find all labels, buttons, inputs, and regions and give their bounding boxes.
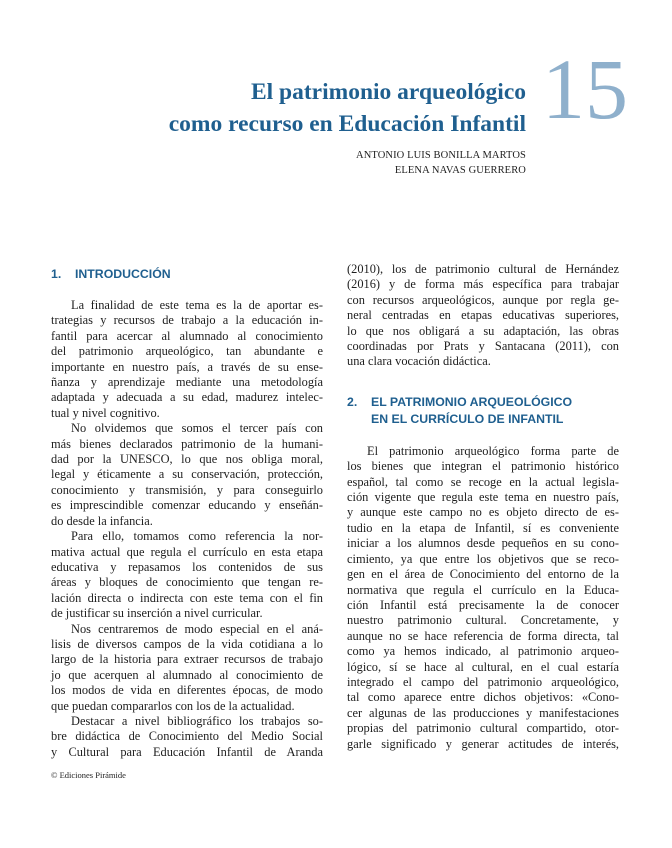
paragraph [51,529,323,621]
author-2: ELENA NAVAS GUERRERO [394,165,526,176]
text-line: tudio en la etapa de Infantil, sí es conveniente [347,520,619,535]
text-line: normativa que regula el currículo en la Educa- [347,582,619,597]
text-line: garle significado y generar actitudes de interés, [347,736,619,751]
section-heading-introduccion [51,266,323,283]
text-line: lo que nos obligará a su adaptación, las obras [347,323,619,338]
text-line: los bienes que integran el patrimonio histórico [347,459,619,474]
text-line: dad por la UNESCO, lo que nos obliga moral, [51,452,323,467]
authors [356,148,526,178]
text-line: largo de la historia para extraer recursos de trabajo [51,652,323,667]
text-line: como ya hemos indicado, al patrimonio arqueo- [347,644,619,659]
chapter-title [169,76,526,140]
text-line: los modos de vida en diferentes épocas, de modo [51,683,323,698]
text-line: (2010), los de patrimonio cultural de Hernández [347,262,619,276]
text-line: jo que acerquen al alumnado al conocimiento de [51,667,323,682]
text-line: conocimiento y transmisión, y para conseguirlo [51,482,323,497]
text-line: nuestro patrimonio cultural. Concretamente, y [347,613,619,628]
text-line: aunque no se hace referencia de forma directa, tal [347,628,619,643]
paragraph [51,298,323,421]
paragraph [347,262,619,370]
text-line: es imprescindible comenzar educando y enseñán- [51,498,323,513]
text-line: tual y nivel cognitivo. [51,405,160,420]
section-title [371,394,619,428]
paragraph [51,622,323,714]
text-line: legal y éticamente a su conservación, protección, [51,467,323,482]
text-line: mativa actual que regula el currículo en esta etapa [51,544,323,559]
text-line: Destacar a nivel bibliográfico los trabajos so- [71,713,323,728]
text-line: de justificar su inserción a nivel curricular. [51,606,263,621]
paragraph [51,421,323,529]
text-line: El patrimonio arqueológico forma parte de [367,443,619,458]
text-line: que puedan compararlos con los de la actualidad. [51,698,295,713]
text-line: y Cultural para Educación Infantil de Aranda [51,744,323,759]
section-title-line: EN EL CURRÍCULO DE INFANTIL [371,411,564,426]
text-line: una clara vocación didáctica. [347,354,491,369]
text-line: más bienes declarados patrimonio de la humani- [51,436,323,451]
text-line: iniciar a los alumnos desde pequeños en su cono- [347,536,619,551]
section-title-line: INTRODUCCIÓN [75,267,171,281]
text-line: propias del patrimonio cultural compartido, otor- [347,721,619,736]
text-line: cer algunas de las producciones y manifestaciones [347,705,619,720]
right-body-text [347,444,619,752]
left-column [51,262,323,760]
text-line: trategias y recursos de trabajo a la educación in- [51,313,323,328]
text-line: lógico, sí se hace al cultural, en el cual estaría [347,659,619,674]
text-line: adaptada y adecuada a su edad, madurez intelec- [51,390,323,405]
text-line: Para ello, tomamos como referencia la nor- [71,529,323,544]
paragraph [51,714,323,760]
text-line: español, tal como se recoge en la actual legisla- [347,474,619,489]
footer-copyright: © Ediciones Pirámide [51,770,126,780]
text-line: lisis de diversos campos de la vida cotidiana a lo [51,636,323,651]
left-body-text [51,298,323,760]
text-line: bre didáctica de Conocimiento del Medio Social [51,729,323,744]
section-title-line: EL PATRIMONIO ARQUEOLÓGICO [371,394,573,409]
right-body-text-continued [347,262,619,370]
text-line: áreas y bloques de conocimiento que tengan re- [51,575,323,590]
section-number: 1. [51,267,62,281]
section-number: 2. [347,394,358,409]
chapter-number: 15 [542,41,628,137]
text-line: do desde la infancia. [51,513,153,528]
text-line: con recursos arqueológicos, aunque por regla ge- [347,292,619,307]
text-line: neral centradas en etapas educativas superiores, [347,308,619,323]
text-line: cimiento, ya que entre los objetivos que se reco- [347,551,619,566]
text-line: La finalidad de este tema es la de aportar es- [71,298,323,312]
paragraph [347,444,619,752]
chapter-title-line-1: El patrimonio arqueológico [250,79,526,105]
text-line: integrado el campo del patrimonio arqueológico, [347,674,619,689]
text-line: gen en el área de Conocimiento del entorno de la [347,567,619,582]
text-line: fantil para acercar al alumnado al conocimiento [51,328,323,343]
author-1: ANTONIO LUIS BONILLA MARTOS [356,150,526,161]
text-line: tal como aparece entre dichos objetivos: «Cono- [347,690,619,705]
text-line: Nos centraremos de modo especial en el aná- [71,621,323,636]
text-line: No olvidemos que somos el tercer país con [71,421,323,436]
text-line: coordinadas por Prats y Santacana (2011), con [347,339,619,354]
text-line: ción Infantil está precisamente la de conocer [347,597,619,612]
text-line: ción vigente que regula este tema en nuestro país, [347,490,619,505]
text-line: (2016) y de forma más específica para trabajar [347,277,619,292]
section-title [75,266,323,283]
text-line: educativa y repasamos los contenidos de sus [51,559,323,574]
text-line: lación directa o indirecta con este tema con el fin [51,590,323,605]
text-line: ñanza y aprendizaje mediante una metodología [51,375,323,390]
chapter-title-line-2: como recurso en Educación Infantil [168,111,526,137]
text-line: del patrimonio arqueológico, tan abundante e [51,344,323,359]
text-line: importante en nuestro país, a través de su ense- [51,359,323,374]
section-heading-patrimonio-curriculo [347,394,619,428]
right-column [347,262,619,752]
text-line: y aunque este campo no es objeto directo de es- [347,505,619,520]
